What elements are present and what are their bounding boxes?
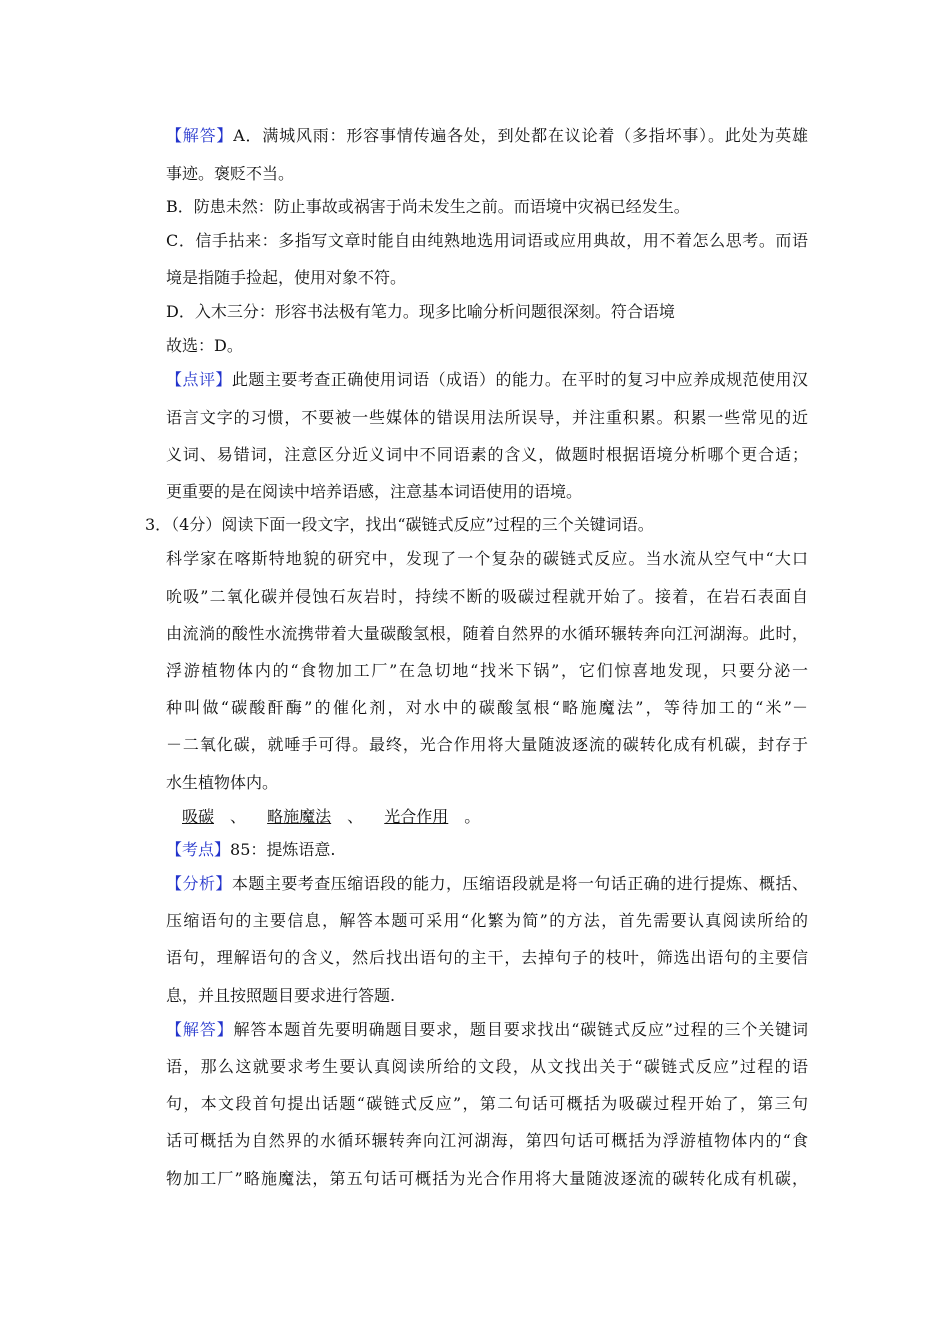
q2-answer-line: D．入木三分：形容书法极有笔力。现多比喻分析问题很深刻。符合语境	[166, 302, 675, 321]
q3-point	[166, 840, 808, 860]
q2-comment-line	[166, 370, 808, 390]
answer-blank-3: 光合作用	[384, 807, 449, 826]
answer-blank-1: 吸碳	[182, 807, 215, 826]
q2-answer-line: C．信手拈来：多指写文章时能自由纯熟地选用词语或应用典故，用不着怎么思考。而语	[166, 231, 808, 250]
q3-answer-line: 话可概括为自然界的水循环辗转奔向江河湖海，第四句话可概括为浮游植物体内的“食	[166, 1131, 808, 1150]
answer-blank-2: 略施魔法	[267, 807, 332, 826]
answer-tag: 【解答】	[166, 1020, 234, 1039]
q3-answer-line: 语，那么这就要求考生要认真阅读所给的文段，从文找出关于“碳链式反应”过程的语	[166, 1057, 808, 1076]
q2-answer-line: 故选：D。	[166, 336, 243, 355]
passage-line: 由流淌的酸性水流携带着大量碳酸氢根，随着自然界的水循环辗转奔向江河湖海。此时，	[166, 624, 808, 643]
q2-comment-line: 语言文字的习惯，不要被一些媒体的错误用法所误导，并注重积累。积累一些常见的近	[166, 408, 808, 427]
q3-answer-line	[166, 1020, 808, 1040]
analysis-line	[166, 874, 808, 894]
passage-line: －二氧化碳，就唾手可得。最终，光合作用将大量随波逐流的碳转化成有机碳，封存于	[166, 735, 808, 754]
q3-question: 3．（4分）阅读下面一段文字，找出“碳链式反应”过程的三个关键词语。	[145, 515, 654, 534]
text: 解答本题首先要明确题目要求，题目要求找出“碳链式反应”过程的三个关键词	[233, 1020, 808, 1039]
passage-line: 科学家在喀斯特地貌的研究中，发现了一个复杂的碳链式反应。当水流从空气中“大口	[166, 549, 808, 568]
q2-comment-line: 更重要的是在阅读中培养语感，注意基本词语使用的语境。	[166, 482, 583, 501]
passage-line: 水生植物体内。	[166, 773, 279, 792]
passage-line: 吮吸”二氧化碳并侵蚀石灰岩时，持续不断的吸碳过程就开始了。接着，在岩石表面自	[166, 587, 808, 606]
q2-answer-line: 事迹。褒贬不当。	[166, 164, 295, 183]
separator: 、	[230, 807, 247, 826]
separator: 、	[347, 807, 364, 826]
q2-answer-line: 境是指随手捡起，使用对象不符。	[166, 268, 407, 287]
text: 此题主要考查正确使用词语（成语）的能力。在平时的复习中应养成规范使用汉	[231, 370, 808, 389]
end-mark: 。	[464, 807, 481, 826]
q2-answer-line: B．防患未然：防止事故或祸害于尚未发生之前。而语境中灾祸已经发生。	[166, 197, 690, 216]
text: A．满城风雨：形容事情传遍各处，到处都在议论着（多指坏事）。此处为英雄	[233, 126, 808, 145]
passage-line: 浮游植物体内的“食物加工厂”在急切地“找米下锅”，它们惊喜地发现，只要分泌一	[166, 661, 808, 680]
answer-tag: 【解答】	[166, 126, 234, 145]
text: 85：提炼语意.	[230, 840, 336, 859]
analysis-line: 压缩语句的主要信息，解答本题可采用“化繁为简”的方法，首先需要认真阅读所给的	[166, 911, 808, 930]
q2-answer-line	[166, 126, 808, 146]
point-tag: 【考点】	[166, 840, 231, 859]
text: 本题主要考查压缩语段的能力，压缩语段就是将一句话正确的进行提炼、概括、	[231, 874, 808, 893]
q2-comment-line: 义词、易错词，注意区分近义词中不同语素的含义，做题时根据语境分析哪个更合适；	[166, 445, 808, 464]
comment-tag: 【点评】	[166, 370, 232, 389]
q3-answer-line: 物加工厂”略施魔法，第五句话可概括为光合作用将大量随波逐流的碳转化成有机碳，	[166, 1169, 808, 1188]
answer-blanks	[166, 807, 808, 827]
analysis-line: 息，并且按照题目要求进行答题.	[166, 986, 396, 1005]
q3-answer-line: 句，本文段首句提出话题“碳链式反应”，第二句话可概括为吸碳过程开始了，第三句	[166, 1094, 808, 1113]
passage-line: 种叫做“碳酸酐酶”的催化剂，对水中的碳酸氢根“略施魔法”，等待加工的“米”－	[166, 698, 808, 717]
analysis-line: 语句，理解语句的含义，然后找出语句的主干，去掉句子的枝叶，筛选出语句的主要信	[166, 948, 808, 967]
analysis-tag: 【分析】	[166, 874, 232, 893]
